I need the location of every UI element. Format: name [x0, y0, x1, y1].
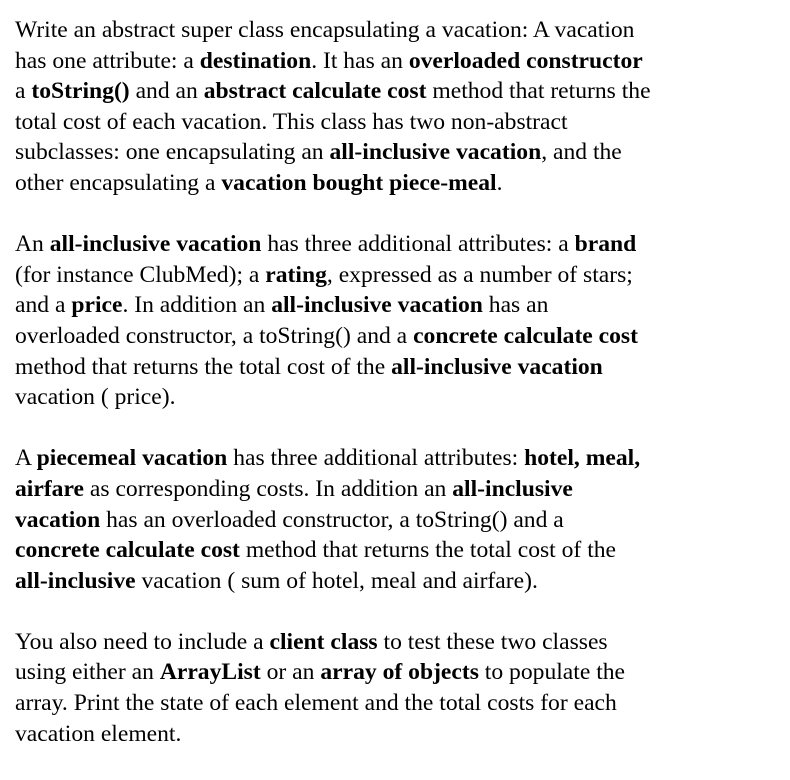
text-segment: and a	[15, 292, 72, 319]
text-segment: You also need to include a	[15, 628, 270, 655]
bold-term: concrete calculate cost	[15, 537, 240, 564]
text-segment: (for instance ClubMed); a	[15, 261, 266, 288]
bold-term: all-inclusive vacation	[271, 292, 483, 319]
bold-term: vacation bought piece-meal	[221, 169, 497, 196]
text-segment: .	[496, 169, 503, 196]
text-segment: , expressed as a number of stars;	[326, 261, 633, 288]
bold-term: piecemeal vacation	[36, 445, 228, 472]
text-line	[15, 474, 785, 505]
text-segment: method that returns the total cost of the	[239, 537, 617, 564]
bold-term: overloaded constructor	[408, 47, 643, 74]
paragraph-all-inclusive-vacation	[15, 229, 785, 413]
text-segment: has an overloaded constructor, a toString() and a	[100, 506, 564, 533]
bold-term: abstract calculate cost	[203, 78, 427, 105]
bold-term: array of objects	[320, 659, 479, 686]
text-segment: vacation ( price).	[15, 384, 176, 411]
text-segment: vacation element.	[15, 720, 182, 747]
bold-term: all-inclusive vacation	[391, 353, 603, 380]
text-line	[15, 688, 785, 719]
text-line	[15, 719, 785, 750]
text-segment: overloaded constructor, a toString() and a	[15, 322, 414, 349]
text-segment: has three additional attributes: a	[261, 231, 575, 258]
text-segment: as corresponding costs. In addition an	[84, 475, 453, 502]
bold-term: all-inclusive	[15, 567, 136, 594]
text-segment: and an	[129, 78, 204, 105]
text-segment: , and the	[541, 139, 622, 166]
text-segment: has three additional attributes:	[227, 445, 525, 472]
text-segment: to test these two classes	[377, 628, 608, 655]
text-line	[15, 168, 785, 199]
text-segment: array. Print the state of each element and the total costs for each	[15, 690, 617, 717]
bold-term: vacation	[15, 506, 101, 533]
bold-term: airfare	[15, 475, 84, 502]
bold-term: all-inclusive vacation	[329, 139, 542, 166]
text-segment: subclasses: one encapsulating an	[15, 139, 330, 166]
text-segment: An	[15, 231, 50, 258]
text-line	[15, 657, 785, 688]
text-segment: . It has an	[311, 47, 409, 74]
text-segment: total cost of each vacation. This class has two non-abstract	[15, 108, 568, 135]
text-line	[15, 260, 785, 291]
bold-term: rating	[265, 261, 327, 288]
text-line	[15, 290, 785, 321]
text-line	[15, 321, 785, 352]
bold-term: price	[71, 292, 123, 319]
bold-term: brand	[574, 231, 637, 258]
paragraph-client-class	[15, 627, 785, 749]
bold-term: toString()	[31, 78, 130, 105]
text-line	[15, 627, 785, 658]
text-segment: method that returns the total cost of the	[15, 353, 392, 380]
text-line	[15, 137, 785, 168]
paragraph-piecemeal-vacation	[15, 443, 785, 596]
text-segment: has an	[482, 292, 549, 319]
text-line	[15, 382, 785, 413]
paragraph-abstract-vacation	[15, 15, 785, 199]
text-segment: vacation ( sum of hotel, meal and airfare).	[135, 567, 538, 594]
bold-term: hotel, meal,	[524, 445, 641, 472]
text-segment: using either an	[15, 659, 160, 686]
bold-term: destination	[199, 47, 312, 74]
text-line	[15, 566, 785, 597]
bold-term: ArrayList	[159, 659, 261, 686]
text-segment: has one attribute: a	[15, 47, 200, 74]
text-line	[15, 229, 785, 260]
text-segment: to populate the	[478, 659, 626, 686]
text-line	[15, 76, 785, 107]
text-line	[15, 505, 785, 536]
text-line	[15, 535, 785, 566]
bold-term: concrete calculate cost	[413, 322, 638, 349]
text-line	[15, 15, 785, 46]
text-segment: Write an abstract super class encapsulating a vacation: A vacation	[15, 17, 635, 43]
text-line	[15, 352, 785, 383]
text-line	[15, 46, 785, 77]
text-segment: other encapsulating a	[15, 169, 222, 196]
text-line	[15, 107, 785, 138]
text-segment: a	[15, 78, 32, 105]
text-segment: or an	[260, 659, 321, 686]
text-line	[15, 443, 785, 474]
text-segment: method that returns the	[426, 78, 651, 105]
text-segment: . In addition an	[122, 292, 272, 319]
assignment-document	[15, 15, 785, 780]
bold-term: client class	[269, 628, 378, 655]
bold-term: all-inclusive vacation	[49, 231, 262, 258]
text-segment: A	[15, 445, 37, 472]
bold-term: all-inclusive	[452, 475, 573, 502]
